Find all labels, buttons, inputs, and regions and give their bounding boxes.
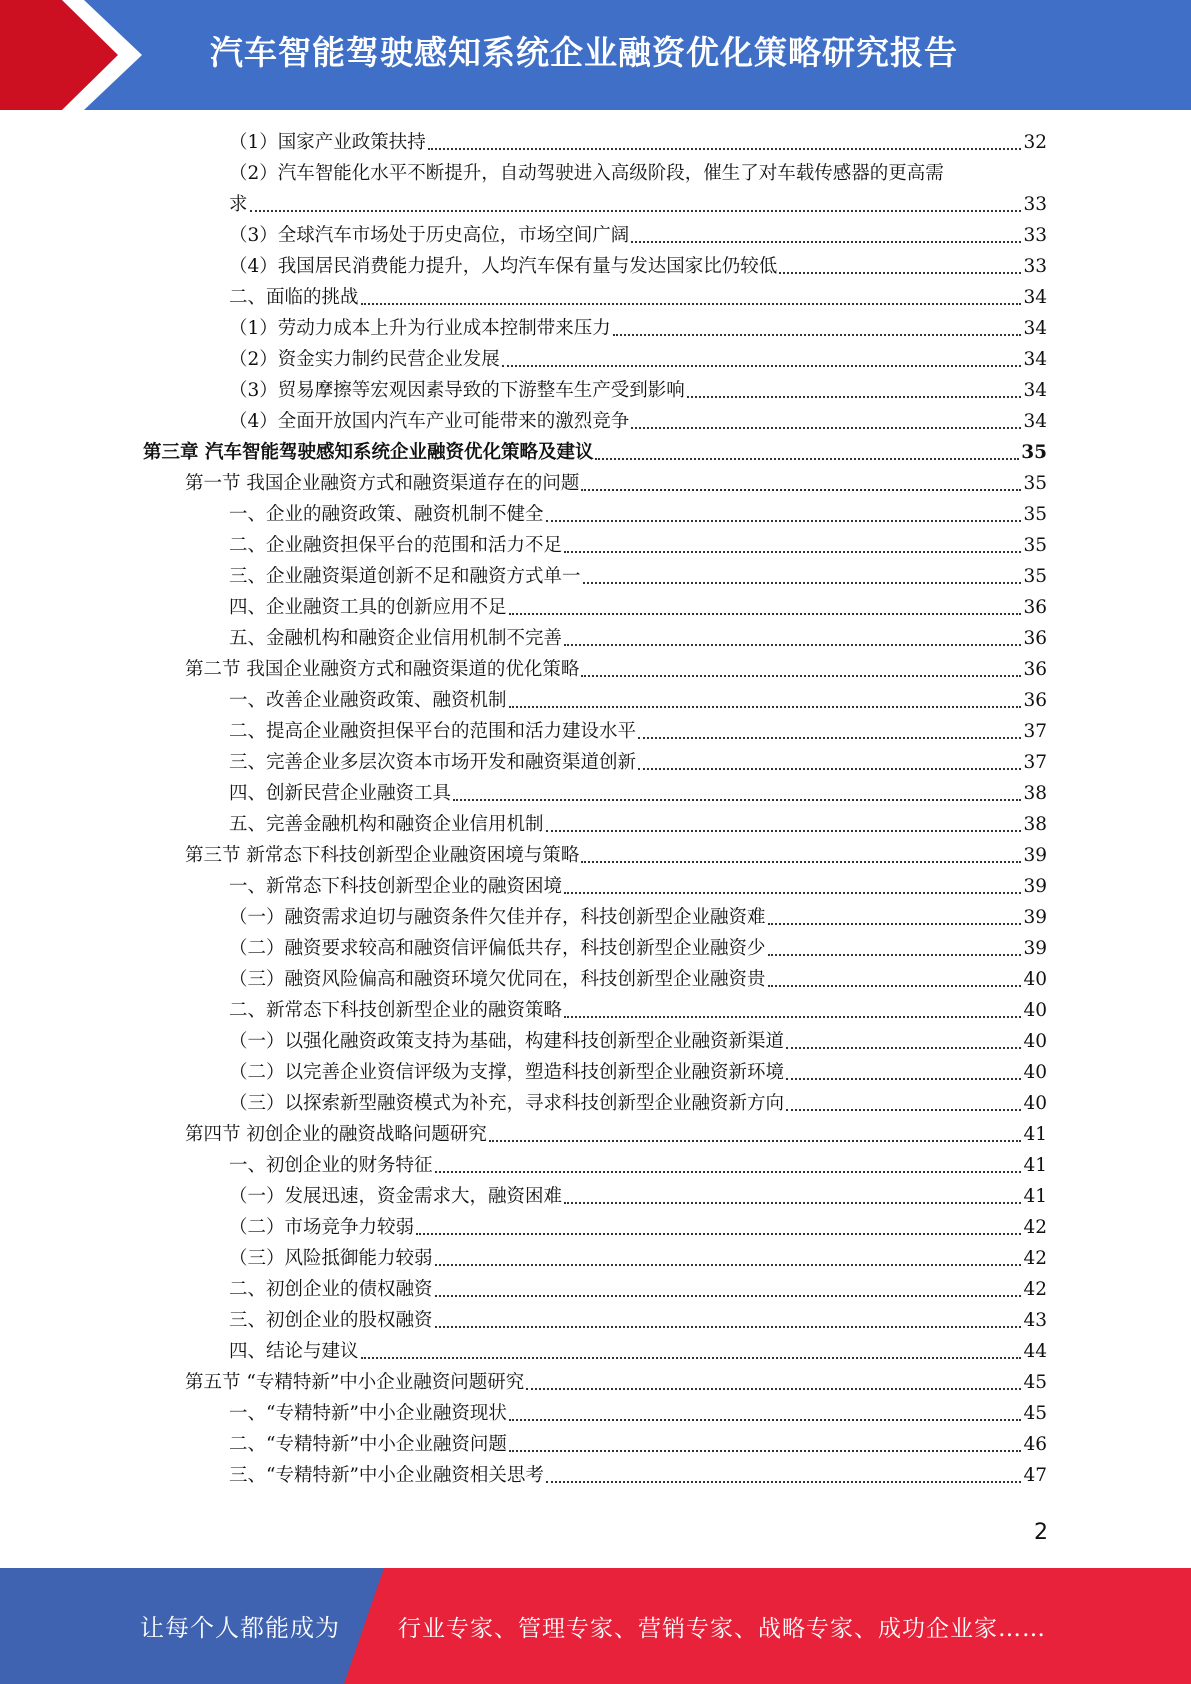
toc-entry[interactable]: （4）我国居民消费能力提升，人均汽车保有量与发达国家比仍较低 33 — [229, 256, 1047, 277]
toc-entry[interactable]: （3）全球汽车市场处于历史高位，市场空间广阔 33 — [229, 225, 1047, 246]
leader-dots — [613, 334, 1022, 336]
leader-dots — [428, 148, 1022, 150]
toc-entry[interactable]: （三）融资风险偏高和融资环境欠优同在，科技创新型企业融资贵 40 — [229, 969, 1047, 990]
leader-dots — [435, 1295, 1022, 1297]
leader-dots — [583, 582, 1022, 584]
leader-dots — [546, 830, 1022, 832]
toc-entry[interactable]: 一、“专精特新”中小企业融资现状 45 — [229, 1403, 1047, 1424]
leader-dots — [564, 1202, 1021, 1204]
leader-dots — [786, 1047, 1021, 1049]
leader-dots — [768, 954, 1022, 956]
leader-dots — [564, 644, 1021, 646]
toc-entry[interactable]: 求 33 — [229, 194, 1047, 215]
page-header — [0, 0, 1191, 110]
leader-dots — [768, 923, 1022, 925]
leader-dots — [595, 458, 1019, 460]
leader-dots — [581, 675, 1021, 677]
toc-entry[interactable]: （二）融资要求较高和融资信评偏低共存，科技创新型企业融资少 39 — [229, 938, 1047, 959]
page-number: 2 — [1034, 1520, 1048, 1545]
leader-dots — [768, 985, 1022, 987]
leader-dots — [779, 272, 1021, 274]
leader-dots — [453, 799, 1021, 801]
toc-chapter-entry[interactable]: 第三章 汽车智能驾驶感知系统企业融资优化策略及建议 35 — [143, 442, 1047, 463]
toc-entry[interactable]: 五、完善金融机构和融资企业信用机制 38 — [229, 814, 1047, 835]
toc-entry[interactable]: 二、“专精特新”中小企业融资问题 46 — [229, 1434, 1047, 1455]
toc-section-entry[interactable]: 第四节 初创企业的融资战略问题研究 41 — [185, 1124, 1047, 1145]
leader-dots — [416, 1233, 1021, 1235]
leader-dots — [526, 1388, 1021, 1390]
leader-dots — [250, 210, 1022, 212]
toc-entry[interactable]: 四、结论与建议 44 — [229, 1341, 1047, 1362]
toc-entry[interactable]: （一）发展迅速，资金需求大，融资困难 41 — [229, 1186, 1047, 1207]
toc-section-entry[interactable]: 第三节 新常态下科技创新型企业融资困境与策略 39 — [185, 845, 1047, 866]
leader-dots — [786, 1078, 1021, 1080]
toc-entry[interactable]: 四、创新民营企业融资工具 38 — [229, 783, 1047, 804]
leader-dots — [564, 892, 1021, 894]
toc-entry[interactable]: （2）汽车智能化水平不断提升，自动驾驶进入高级阶段，催生了对车载传感器的更高需 — [229, 163, 944, 184]
leader-dots — [502, 365, 1022, 367]
leader-dots — [564, 551, 1021, 553]
leader-dots — [546, 1481, 1022, 1483]
toc-entry[interactable]: （三）风险抵御能力较弱 42 — [229, 1248, 1047, 1269]
toc-entry[interactable]: （二）以完善企业资信评级为支撑，塑造科技创新型企业融资新环境 40 — [229, 1062, 1047, 1083]
toc-entry[interactable]: （一）以强化融资政策支持为基础，构建科技创新型企业融资新渠道 40 — [229, 1031, 1047, 1052]
toc-entry[interactable]: 一、企业的融资政策、融资机制不健全 35 — [229, 504, 1047, 525]
leader-dots — [435, 1326, 1022, 1328]
toc-entry[interactable]: （一）融资需求迫切与融资条件欠佳并存，科技创新型企业融资难 39 — [229, 907, 1047, 928]
toc-entry[interactable]: 三、企业融资渠道创新不足和融资方式单一 35 — [229, 566, 1047, 587]
toc-section-entry[interactable]: 第一节 我国企业融资方式和融资渠道存在的问题 35 — [185, 473, 1047, 494]
leader-dots — [581, 861, 1021, 863]
page-footer — [0, 1568, 1191, 1684]
toc-entry[interactable]: 一、初创企业的财务特征 41 — [229, 1155, 1047, 1176]
toc-entry[interactable]: （三）以探索新型融资模式为补充，寻求科技创新型企业融资新方向 40 — [229, 1093, 1047, 1114]
toc-section-entry[interactable]: 第二节 我国企业融资方式和融资渠道的优化策略 36 — [185, 659, 1047, 680]
report-title: 汽车智能驾驶感知系统企业融资优化策略研究报告 — [210, 33, 958, 72]
toc-entry[interactable]: 三、初创企业的股权融资 43 — [229, 1310, 1047, 1331]
leader-dots — [581, 489, 1021, 491]
leader-dots — [564, 1016, 1021, 1018]
toc-entry[interactable]: 二、提高企业融资担保平台的范围和活力建设水平 37 — [229, 721, 1047, 742]
footer-slogan-left: 让每个人都能成为 — [140, 1614, 340, 1642]
toc-entry[interactable]: 二、新常态下科技创新型企业的融资策略 40 — [229, 1000, 1047, 1021]
leader-dots — [638, 768, 1021, 770]
leader-dots — [509, 706, 1022, 708]
leader-dots — [489, 1140, 1022, 1142]
toc-entry[interactable]: 五、金融机构和融资企业信用机制不完善 36 — [229, 628, 1047, 649]
leader-dots — [509, 613, 1022, 615]
leader-dots — [786, 1109, 1021, 1111]
leader-dots — [546, 520, 1022, 522]
leader-dots — [687, 396, 1022, 398]
toc-entry[interactable]: （1）劳动力成本上升为行业成本控制带来压力 34 — [229, 318, 1047, 339]
leader-dots — [435, 1171, 1022, 1173]
leader-dots — [509, 1419, 1022, 1421]
leader-dots — [435, 1264, 1022, 1266]
footer-slogan-right: 行业专家、管理专家、营销专家、战略专家、成功企业家…… — [398, 1616, 1046, 1642]
toc-entry[interactable]: 四、企业融资工具的创新应用不足 36 — [229, 597, 1047, 618]
toc-entry[interactable]: 一、新常态下科技创新型企业的融资困境 39 — [229, 876, 1047, 897]
toc-entry[interactable]: （二）市场竞争力较弱 42 — [229, 1217, 1047, 1238]
toc-section-entry[interactable]: 第五节 “专精特新”中小企业融资问题研究 45 — [185, 1372, 1047, 1393]
toc-entry[interactable]: （2）资金实力制约民营企业发展 34 — [229, 349, 1047, 370]
toc-entry[interactable]: （4）全面开放国内汽车产业可能带来的激烈竞争 34 — [229, 411, 1047, 432]
leader-dots — [361, 303, 1022, 305]
toc-entry[interactable]: 二、面临的挑战 34 — [229, 287, 1047, 308]
leader-dots — [631, 427, 1021, 429]
toc-entry[interactable]: 二、企业融资担保平台的范围和活力不足 35 — [229, 535, 1047, 556]
toc-entry[interactable]: （1）国家产业政策扶持 32 — [229, 132, 1047, 153]
toc-entry[interactable]: （3）贸易摩擦等宏观因素导致的下游整车生产受到影响 34 — [229, 380, 1047, 401]
toc-entry[interactable]: 一、改善企业融资政策、融资机制 36 — [229, 690, 1047, 711]
leader-dots — [638, 737, 1021, 739]
leader-dots — [631, 241, 1021, 243]
leader-dots — [361, 1357, 1022, 1359]
leader-dots — [509, 1450, 1022, 1452]
toc-entry[interactable]: 二、初创企业的债权融资 42 — [229, 1279, 1047, 1300]
toc-entry[interactable]: 三、完善企业多层次资本市场开发和融资渠道创新 37 — [229, 752, 1047, 773]
toc-entry[interactable]: 三、“专精特新”中小企业融资相关思考 47 — [229, 1465, 1047, 1486]
